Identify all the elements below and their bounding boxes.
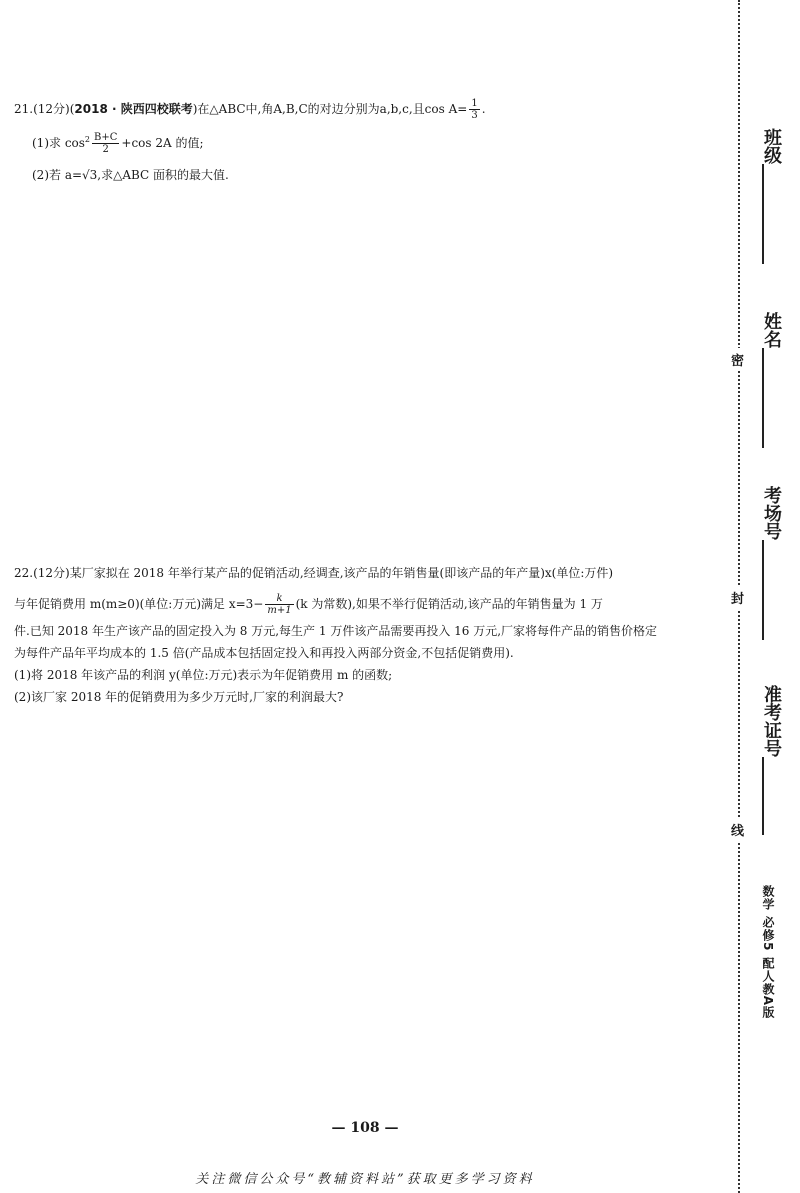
exam-room-blank[interactable] bbox=[762, 540, 764, 640]
seal-mark-mi: 密 bbox=[731, 348, 744, 371]
name-field[interactable] bbox=[758, 312, 792, 448]
class-label: 班级 bbox=[761, 128, 782, 164]
q22-part2: (2)该厂家 2018 年的促销费用为多少万元时,厂家的利润最大? bbox=[14, 690, 344, 704]
q21-part1-fraction: $\frac{B+C}{2}$ bbox=[94, 132, 118, 155]
name-blank[interactable] bbox=[762, 348, 764, 448]
q22-line-2: 与年促销费用 m(m≥0)(单位:万元)满足 x=3− $\frac{k}{m+1}$ (k 为常数),如果不举行促销活动,该产品的年销售量为 1 万 bbox=[14, 593, 603, 616]
q22-k-fraction: $\frac{k}{m+1}$ bbox=[267, 593, 292, 616]
name-label: 姓名 bbox=[761, 312, 782, 348]
question-22 bbox=[14, 566, 714, 716]
q21-part2: (2)若 a=√3,求△ABC 面积的最大值. bbox=[32, 168, 229, 182]
book-info: 数学 必修5 配人教A版 bbox=[761, 885, 775, 1019]
ticket-number-label: 准考证号 bbox=[761, 685, 782, 757]
q21-score: (12分)( bbox=[33, 102, 75, 116]
q22-line-4: 为每件产品年平均成本的 1.5 倍(产品成本包括固定投入和再投入两部分资金,不包括促销费用). bbox=[14, 646, 514, 660]
class-blank[interactable] bbox=[762, 164, 764, 264]
exam-room-field[interactable] bbox=[758, 486, 792, 640]
q21-stem-text: )在△ABC中,角A,B,C的对边分别为a,b,c,且cos A= bbox=[192, 102, 468, 116]
seal-mark-feng: 封 bbox=[731, 586, 744, 609]
exam-room-label: 考场号 bbox=[761, 486, 782, 540]
footer-text: 关注微信公众号“教辅资料站”获取更多学习资料 bbox=[195, 1172, 535, 1187]
q21-source: 2018 · 陕西四校联考 bbox=[74, 102, 193, 116]
q21-part1: (1)求 $\cos^2$ $\frac{B+C}{2}$ +cos 2A 的值; bbox=[32, 132, 204, 155]
q22-part1: (1)将 2018 年该产品的利润 y(单位:万元)表示为年促销费用 m 的函数; bbox=[14, 668, 393, 682]
q22-line-1: 22.(12分)某厂家拟在 2018 年举行某产品的促销活动,经调查,该产品的年销售量(即该产品的年产量)x(单位:万件) bbox=[14, 566, 614, 580]
q22-line-3: 件.已知 2018 年生产该产品的固定投入为 8 万元,每生产 1 万件该产品需要再投入 16 万元,厂家将每件产品的销售价格定 bbox=[14, 624, 658, 638]
q21-cosA-fraction: $\frac{1}{3}$ bbox=[471, 98, 478, 121]
page-number: — 108 — bbox=[331, 1120, 399, 1136]
ticket-number-blank[interactable] bbox=[762, 757, 764, 835]
q21-stem: 21.(12分)(2018 · 陕西四校联考)在△ABC中,角A,B,C的对边分别为a,b,c,且cos A= $\frac{1}{3}$ . bbox=[14, 98, 486, 121]
ticket-number-field[interactable] bbox=[758, 685, 792, 835]
question-21 bbox=[14, 98, 714, 198]
class-field[interactable] bbox=[758, 128, 792, 264]
q21-number: 21. bbox=[14, 102, 34, 116]
seal-mark-xian: 线 bbox=[731, 818, 744, 841]
